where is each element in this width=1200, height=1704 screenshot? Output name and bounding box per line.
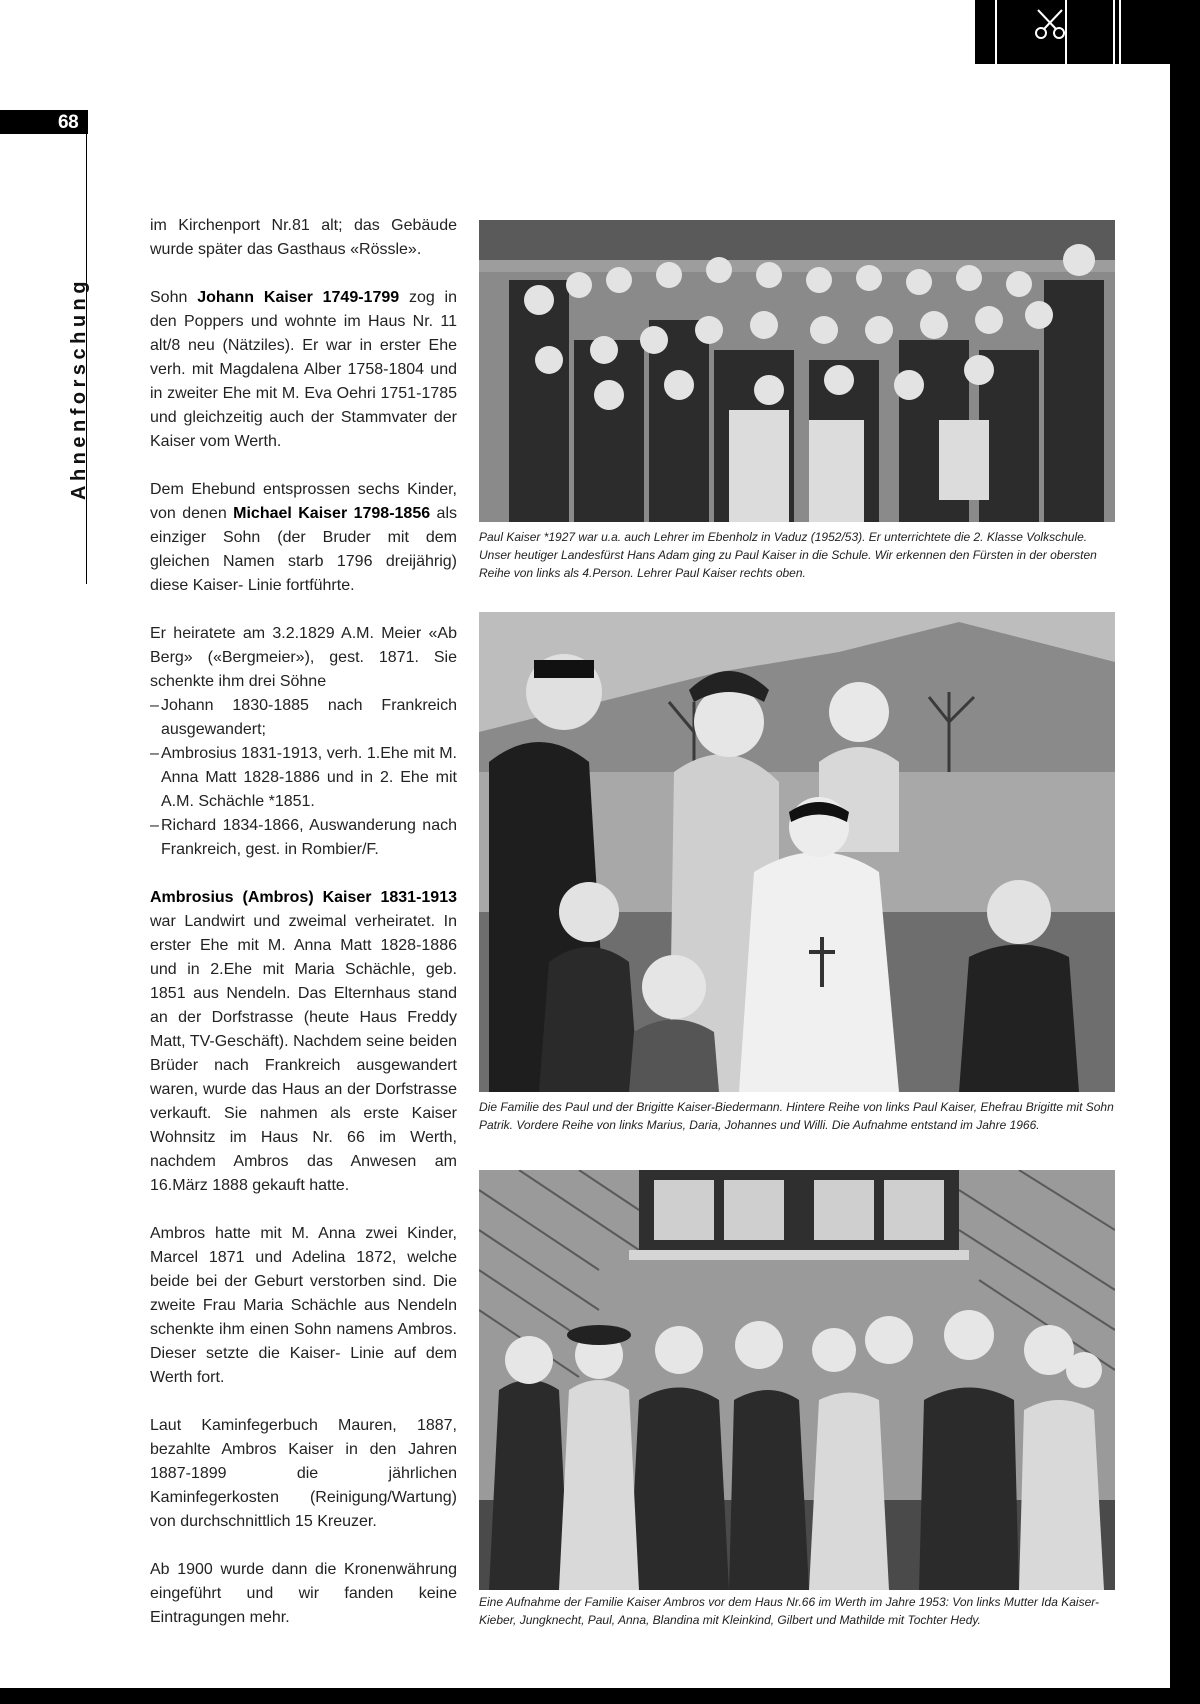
paragraph-6: Ambros hatte mit M. Anna zwei Kinder, Marcel 1871 und Adelina 1872, welche beide bei der Geburt verstorben sind. Die zweite Frau Maria Schächle aus Nendeln schenkte ihm einen Sohn namens Ambros. Dieser setzte die Kaiser- Linie auf dem Werth fort. [150, 1225, 457, 1386]
paragraph-8: Ab 1900 wurde dann die Kronenwährung eingeführt und wir fanden keine Eintragungen mehr. [150, 1561, 457, 1626]
caption-photo-1: Paul Kaiser *1927 war u.a. auch Lehrer im Ebenholz in Vaduz (1952/53). Er unterrichtete die 2. Klasse Volkschule. Unser heutiger Landesfürst Hans Adam ging zu Paul Kaiser in die Schule. Wir erkennen den Fürsten in der obersten Reihe von links als 4.Person. Lehrer Paul Kaiser rechts oben. [479, 530, 1097, 580]
paragraph-5: Ambrosius (Ambros) Kaiser 1831-1913 war Landwirt und zweimal verheiratet. In erster Ehe mit M. Anna Matt 1828-1886 und in 2.Ehe mit Maria Schächle, geb. 1851 aus Nendeln. Das Elternhaus stand an der Dorfstrasse (heute Haus Freddy Matt, TV-Geschäft). Nachdem seine beiden Brüder nach Frankreich ausgewandert waren, wurde das Haus an der Dorfstrasse verkauft. Sie nahmen als erste Kaiser Wohnsitz im Haus Nr. 66 im Werth, nachdem Ambros das Anwesen am 16.März 1888 gekauft hatte. [150, 889, 457, 1194]
corner-decoration [975, 0, 1170, 64]
caption-photo-2: Die Familie des Paul und der Brigitte Kaiser-Biedermann. Hintere Reihe von links Paul Kaiser, Ehefrau Brigitte mit Sohn Patrik. Vordere Reihe von links Marius, Daria, Johannes und Willi. Die Aufnahme entstand im Jahre 1966. [479, 1100, 1114, 1132]
photo-school-class [479, 220, 1115, 522]
paragraph-1: im Kirchenport Nr.81 alt; das Gebäude wurde später das Gasthaus «Rössle». [150, 217, 457, 258]
paragraph-3: Dem Ehebund entsprossen sechs Kinder, von denen Michael Kaiser 1798-1856 als einziger Sohn (der Bruder mit dem gleichen Namen starb 1796 dreijährig) diese Kaiser- Linie fortführte. [150, 481, 458, 594]
list-item: – Ambrosius 1831-1913, verh. 1.Ehe mit M. Anna Matt 1828-1886 und in 2. Ehe mit A.M. Schächle *1851. [150, 742, 457, 814]
list-item: – Johann 1830-1885 nach Frankreich ausgewandert; [150, 694, 457, 742]
caption-photo-3: Eine Aufnahme der Familie Kaiser Ambros vor dem Haus Nr.66 im Werth im Jahre 1953: Von links Mutter Ida Kaiser-Kieber, Jungknecht, Paul, Anna, Blandina mit Kleinkind, Gilbert und Mathilde mit Tochter Hedy. [479, 1595, 1100, 1627]
section-title: Ahnenforschung [68, 277, 90, 500]
scissors-icon [1032, 6, 1068, 42]
list-item: – Richard 1834-1866, Auswanderung nach Frankreich, gest. in Rombier/F. [150, 814, 457, 862]
page-number: 68 [58, 112, 79, 133]
sons-list [150, 694, 457, 862]
paragraph-4: Er heiratete am 3.2.1829 A.M. Meier «Ab Berg» («Bergmeier»), gest. 1871. Sie schenkte ihm drei Söhne [150, 625, 457, 690]
text-column [150, 214, 457, 1654]
photo-family-1953 [479, 1170, 1115, 1590]
paragraph-7: Laut Kaminfegerbuch Mauren, 1887, bezahlte Ambros Kaiser in den Jahren 1887-1899 die jährlichen Kaminfegerkosten (Reinigung/Wartung) von durchschnittlich 15 Kreuzer. [150, 1417, 457, 1530]
photo-family-1966 [479, 612, 1115, 1092]
paragraph-2: Sohn Johann Kaiser 1749-1799 zog in den Poppers und wohnte im Haus Nr. 11 alt/8 neu (Nätziles). Er war in erster Ehe verh. mit Magdalena Alber 1758-1804 und in zweiter Ehe mit M. Eva Oehri 1751-1785 und gleichzeitig auch der Stammvater der Kaiser vom Werth. [150, 289, 458, 450]
